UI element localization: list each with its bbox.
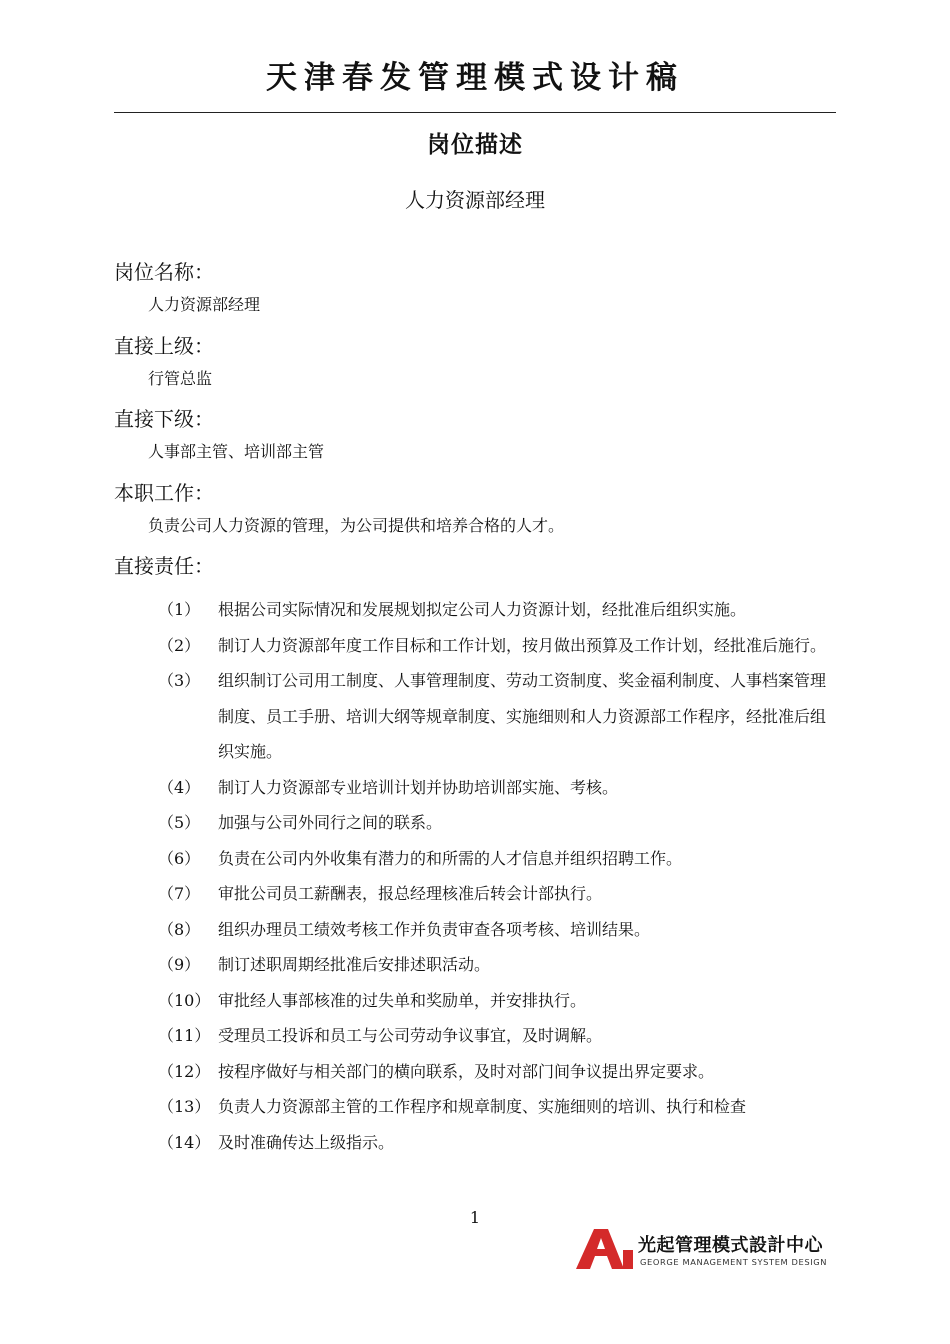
- list-item: [114, 1089, 836, 1125]
- section-direct-responsibilities: [114, 552, 836, 580]
- list-item: [114, 947, 836, 983]
- section-direct-superior: [114, 332, 836, 390]
- footer-logo: [574, 1228, 844, 1270]
- list-item: [114, 912, 836, 948]
- item-text: 根据公司实际情况和发展规划拟定公司人力资源计划，经批准后组织实施。: [218, 600, 747, 619]
- item-number: （1）: [158, 600, 201, 619]
- document-title: 岗位描述: [427, 132, 523, 158]
- section-heading: 本职工作：: [114, 481, 214, 505]
- section-heading: 岗位名称：: [114, 260, 214, 284]
- item-text: 组织制订公司用工制度、人事管理制度、劳动工资制度、奖金福利制度、人事档案管理制度、员工手册、培训大纲等规章制度、实施细则和人力资源部工作程序，经批准后组织实施。: [218, 671, 827, 761]
- list-item: [114, 983, 836, 1019]
- item-text: 审批公司员工薪酬表，报总经理核准后转会计部执行。: [218, 884, 603, 903]
- item-text: 及时准确传达上级指示。: [218, 1132, 395, 1152]
- item-text: 负责在公司内外收集有潜力的和所需的人才信息并组织招聘工作。: [218, 848, 683, 868]
- list-item: [114, 876, 836, 912]
- section-heading: 直接上级：: [114, 334, 214, 358]
- item-text: 制订人力资源部年度工作目标和工作计划，按月做出预算及工作计划，经批准后施行。: [218, 635, 827, 655]
- item-text: 制订述职周期经批准后安排述职活动。: [218, 955, 491, 974]
- section-direct-subordinates: [114, 405, 836, 463]
- item-number: （13）: [158, 1097, 211, 1116]
- list-item: [114, 663, 836, 770]
- item-text: 按程序做好与相关部门的横向联系，及时对部门间争议提出界定要求。: [218, 1061, 715, 1081]
- list-item: [114, 1018, 836, 1054]
- list-item: [114, 841, 836, 877]
- item-number: （12）: [158, 1061, 211, 1081]
- item-text: 负责人力资源部主管的工作程序和规章制度、实施细则的培训、执行和检查: [218, 1097, 747, 1116]
- item-number: （11）: [158, 1026, 211, 1045]
- responsibility-list: [114, 592, 836, 1160]
- item-number: （2）: [158, 635, 201, 655]
- item-number: （4）: [158, 777, 201, 797]
- section-body: 行管总监: [148, 369, 213, 388]
- section-heading: 直接下级：: [114, 407, 214, 431]
- list-item: [114, 592, 836, 628]
- section-heading: 直接责任：: [114, 554, 214, 578]
- item-text: 制订人力资源部专业培训计划并协助培训部实施、考核。: [218, 777, 619, 797]
- item-text: 受理员工投诉和员工与公司劳动争议事宜，及时调解。: [218, 1026, 603, 1045]
- section-position-name: [114, 258, 836, 316]
- document-subtitle: 人力资源部经理: [405, 188, 545, 212]
- logo-a-mark-icon: [574, 1228, 634, 1270]
- header-divider: [114, 112, 836, 113]
- item-number: （14）: [158, 1132, 211, 1152]
- item-text: 审批经人事部核准的过失单和奖励单，并安排执行。: [218, 990, 587, 1010]
- item-number: （3）: [158, 671, 201, 690]
- list-item: [114, 805, 836, 841]
- list-item: [114, 1125, 836, 1161]
- list-item: [114, 1054, 836, 1090]
- list-item: [114, 770, 836, 806]
- item-text: 加强与公司外同行之间的联系。: [218, 813, 443, 832]
- item-number: （8）: [158, 919, 201, 939]
- item-text: 组织办理员工绩效考核工作并负责审查各项考核、培训结果。: [218, 919, 651, 939]
- section-body: 负责公司人力资源的管理，为公司提供和培养合格的人才。: [148, 516, 565, 535]
- section-body: 人力资源部经理: [148, 295, 261, 314]
- item-number: （6）: [158, 848, 201, 868]
- section-main-duty: [114, 479, 836, 537]
- item-number: （7）: [158, 884, 201, 903]
- item-number: （5）: [158, 813, 201, 832]
- page-number: 1: [469, 1208, 481, 1227]
- item-number: （10）: [158, 990, 211, 1010]
- section-body: 人事部主管、培训部主管: [148, 442, 325, 461]
- page-header-title: 天津春发管理模式设计稿: [266, 60, 684, 96]
- list-item: [114, 628, 836, 664]
- logo-chinese-name: 光起管理模式設計中心: [638, 1235, 823, 1256]
- logo-english-name: GEORGE MANAGEMENT SYSTEM DESIGN: [640, 1257, 828, 1267]
- item-number: （9）: [158, 955, 201, 974]
